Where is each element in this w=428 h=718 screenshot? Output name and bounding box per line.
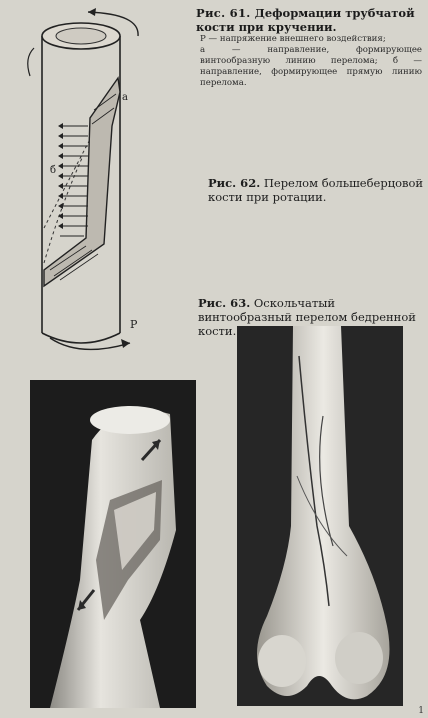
- tube-bottom-edge: [42, 333, 120, 343]
- tube-top-inner: [56, 28, 106, 44]
- rotation-arrow-bottom: [50, 338, 130, 349]
- fig61-number: Рис. 61.: [196, 6, 251, 20]
- fig63-number: Рис. 63.: [198, 296, 251, 310]
- fig61-diagram: [20, 8, 180, 353]
- page-number-fragment: 1: [418, 706, 424, 716]
- fig61-legend-ab: а — направление, формирующее винтообразную линию перелома; б — направление, формирующее прямую линию перелома.: [200, 45, 422, 88]
- spiral-band: [44, 78, 120, 286]
- fig61-legend: [200, 34, 422, 89]
- stress-arrows: [60, 126, 88, 236]
- fig61-title: [196, 6, 424, 34]
- rotation-arrow-left: [28, 48, 34, 76]
- label-a: а: [122, 92, 128, 103]
- fig62-caption: [208, 176, 424, 204]
- tibia-model-image: [30, 380, 196, 708]
- fig62-photo: [30, 380, 196, 708]
- fig63-photo: [237, 326, 403, 706]
- fig62-text: Перелом большеберцовой кости при ротации.: [208, 176, 424, 204]
- rotation-arrowhead-top: [88, 8, 96, 16]
- femur-image: [237, 326, 403, 706]
- fig61-legend-p: Р — напряжение внешнего воздействия;: [200, 34, 386, 44]
- fig61-title-text: Деформации трубчатой кости при кручении.: [196, 6, 415, 34]
- fig62-number: Рис. 62.: [208, 176, 261, 190]
- label-b: б: [50, 165, 57, 176]
- rotation-arrowhead-bottom: [121, 339, 130, 348]
- fig63-text: Оскольчатый винтообразный перелом бедренной кости.: [198, 296, 416, 338]
- label-p: Р: [130, 318, 138, 331]
